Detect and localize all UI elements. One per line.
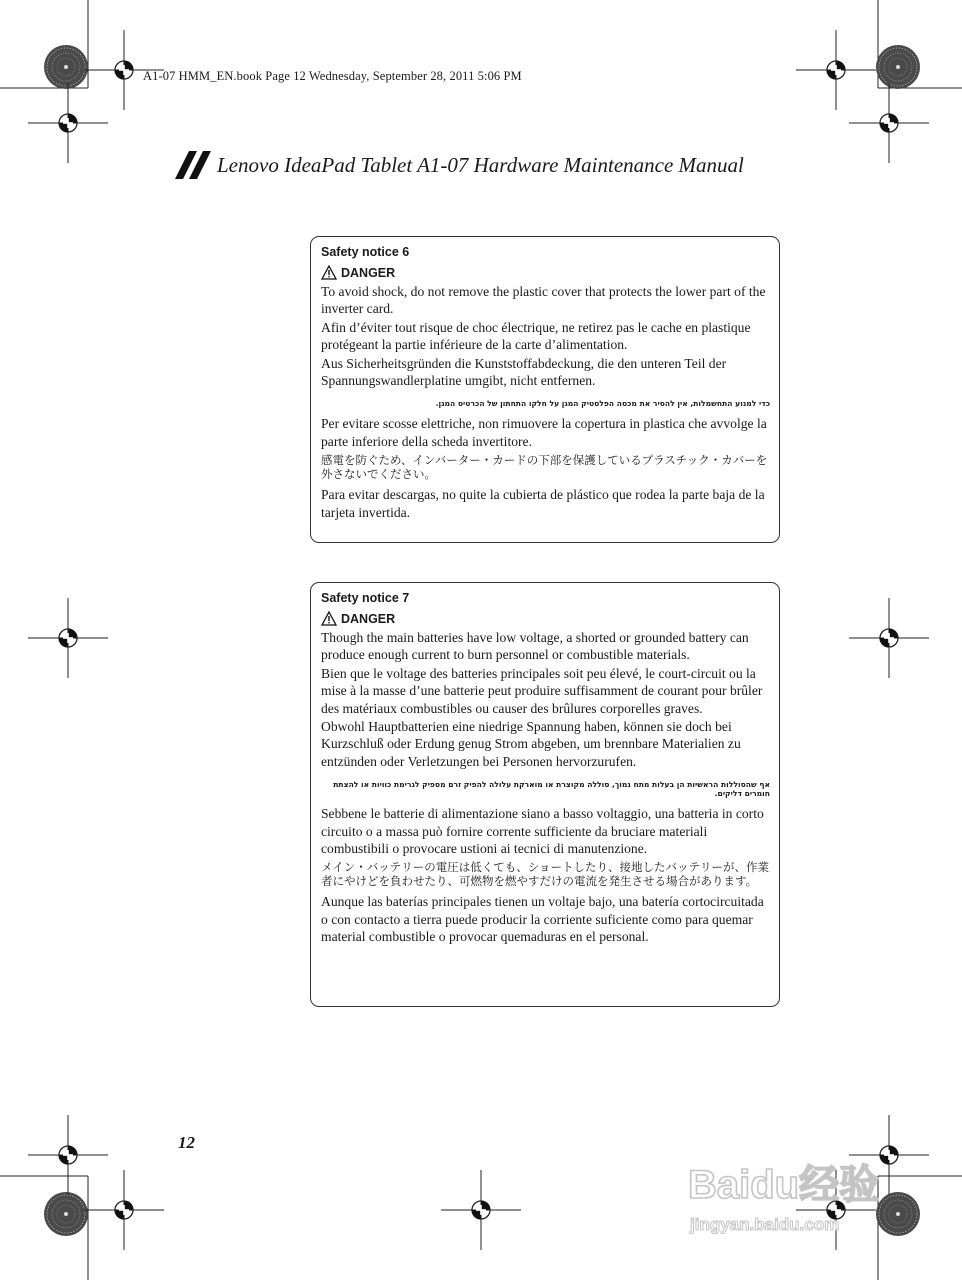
notice-text-it: Per evitare scosse elettriche, non rimuovere la copertura in plastica che avvolge la parte inferiore della scheda invertitore.	[321, 416, 767, 449]
manual-header	[175, 150, 744, 180]
notice-text-en: To avoid shock, do not remove the plastic cover that protects the lower part of the inverter card.	[321, 284, 766, 317]
manual-title: Lenovo IdeaPad Tablet A1-07 Hardware Maintenance Manual	[217, 152, 744, 177]
notice-text-fr: Afin d’éviter tout risque de choc électrique, ne retirez pas le cache en plastique protégeant la partie inférieure de la carte d’alimentation.	[321, 319, 751, 353]
baidu-jingyan-watermark	[684, 1158, 906, 1238]
notice-text-he: כדי למנוע התחשמלות, אין להסיר את מכסה הפלסטיק המגן על חלקו התחתון של הכרטיס המגן.	[435, 399, 770, 409]
watermark-brand: Baidu经验	[688, 1163, 880, 1207]
danger-label: DANGER	[341, 265, 396, 280]
notice-text-es: Para evitar descargas, no quite la cubierta de plástico que rodea la parte baja de la tarjeta invertida.	[321, 487, 765, 520]
page-number: 12	[178, 1133, 195, 1152]
notice-text-de: Obwohl Hauptbatterien eine niedrige Spannung haben, können sie doch bei Kurzschluß oder Erdung genug Strom abgeben, um brennbare Materialien zu entzünden oder Verletzungen bei Personen hervorzurufen.	[321, 719, 741, 769]
safety-notice-7	[310, 582, 780, 1007]
notice-text-it: Sebbene le batterie di alimentazione siano a basso voltaggio, una batteria in corto circuito o a massa può fornire corrente sufficiente da bruciare materiali combustibili o provocare ustioni ai tecnici di manutenzione.	[321, 806, 764, 857]
danger-heading	[321, 265, 770, 280]
notice-text-en: Though the main batteries have low voltage, a shorted or grounded battery can produce enough current to burn personnel or combustible materials.	[321, 630, 749, 663]
safety-notice-6	[310, 236, 780, 543]
danger-heading	[321, 611, 770, 626]
notice-text-fr: Bien que le voltage des batteries principales soit peu élevé, le court-circuit ou la mise à la masse d’une batterie peut produire suffisamment de courant pour brûler des matériaux combustibles ou causer des brûlures corporelles graves.	[321, 665, 763, 716]
notice-text-he: אף שהסוללות הראשיות הן בעלות מתח נמוך, סוללה מקוצרת או מוארקת עלולה להפיק זרם מספיק לגרימת כוויות או להצתת חומרים דליקים.	[333, 780, 770, 799]
warning-triangle-icon	[321, 611, 337, 626]
notice-title: Safety notice 6	[321, 245, 410, 259]
notice-text-ja: メイン・バッテリーの電圧は低くても、ショートしたり、接地したバッテリーが、作業者にやけどを負わせたり、可燃物を燃やすだけの電流を発生させる場合があります。	[321, 860, 770, 888]
notice-text-de: Aus Sicherheitsgründen die Kunststoffabdeckung, die den unteren Teil der Spannungswandlerplatine umgibt, nicht entfernen.	[321, 355, 727, 389]
danger-label: DANGER	[341, 611, 396, 626]
print-info-line: A1-07 HMM_EN.book Page 12 Wednesday, September 28, 2011 5:06 PM	[143, 69, 522, 83]
notice-text-es: Aunque las baterías principales tienen un voltaje bajo, una batería cortocircuitada o con contacto a tierra puede producir la corriente suficiente como para quemar material combustible o provocar quemaduras en el personal.	[321, 894, 764, 945]
warning-triangle-icon	[321, 265, 337, 280]
double-slash-icon	[175, 151, 211, 179]
notice-text-ja: 感電を防ぐため、インバーター・カードの下部を保護しているプラスチック・カバーを外さないでください。	[321, 453, 768, 481]
notice-title: Safety notice 7	[321, 591, 410, 605]
watermark-url: jingyan.baidu.com	[690, 1215, 840, 1234]
